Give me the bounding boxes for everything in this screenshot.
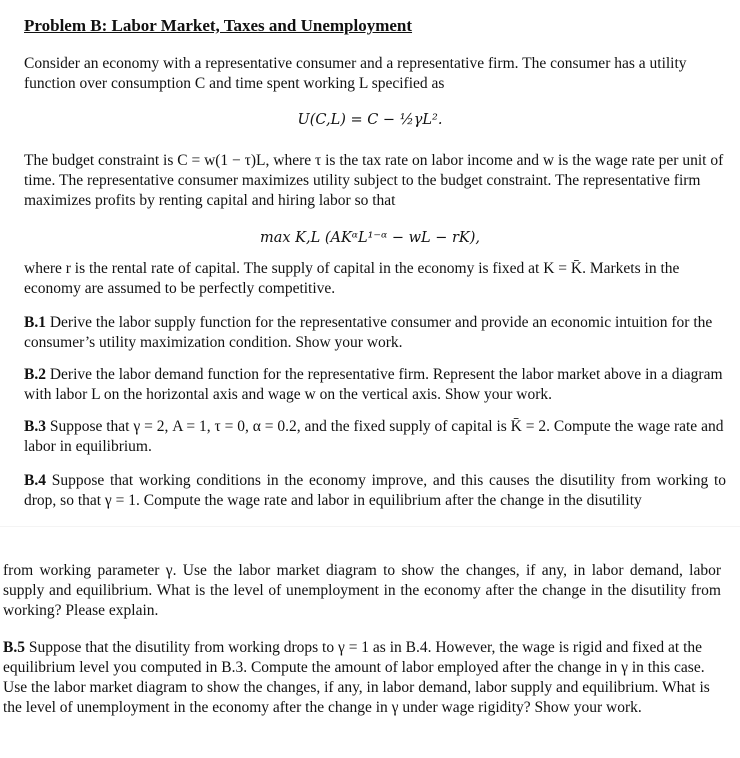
page-break	[0, 526, 740, 527]
question-b5	[3, 638, 721, 718]
question-b3-text: Suppose that γ = 2, A = 1, τ = 0, α = 0.2, and the fixed supply of capital is K̄ = 2. Compute the wage rate and labor in equilibrium.	[24, 418, 724, 455]
utility-equation: U(C,L) = C − ½γL².	[297, 112, 443, 128]
capital-paragraph: where r is the rental rate of capital. The supply of capital in the economy is fixed at K = K̄. Markets in the economy are assumed to be perfectly competitive.	[24, 260, 680, 297]
question-b3-label: B.3	[24, 418, 46, 435]
question-b1	[24, 313, 726, 353]
question-b4-continued: from working parameter γ. Use the labor market diagram to show the changes, if any, in labor demand, labor supply and equilibrium. What is the level of unemployment in the economy after the change in the disutility from working? Please explain.	[3, 562, 721, 619]
question-b2	[24, 365, 726, 405]
budget-paragraph: The budget constraint is C = w(1 − τ)L, where τ is the tax rate on labor income and w is the wage rate per unit of time. The representative consumer maximizes utility subject to the budget constraint. The representative firm maximizes profits by renting capital and hiring labor so that	[24, 152, 724, 209]
question-b2-label: B.2	[24, 366, 46, 383]
question-b2-text: Derive the labor demand function for the representative firm. Represent the labor market above in a diagram with labor L on the horizontal axis and wage w on the vertical axis. Show your work.	[24, 366, 723, 403]
question-b3	[24, 417, 726, 457]
question-b1-label: B.1	[24, 314, 46, 331]
problem-title: Problem B: Labor Market, Taxes and Unemployment	[24, 16, 413, 35]
question-b4-label: B.4	[24, 472, 46, 489]
profit-equation: max K,L (AKᵅL¹⁻ᵅ − wL − rK),	[259, 230, 481, 246]
question-b4	[24, 471, 726, 511]
question-b5-label: B.5	[3, 639, 25, 656]
question-b4-text: Suppose that working conditions in the economy improve, and this causes the disutility from working to drop, so that γ = 1. Compute the wage rate and labor in equilibrium after the change in the disutility	[24, 472, 726, 509]
intro-paragraph: Consider an economy with a representative consumer and a representative firm. The consumer has a utility function over consumption C and time spent working L specified as	[24, 55, 687, 92]
question-b1-text: Derive the labor supply function for the representative consumer and provide an economic intuition for the consumer’s utility maximization condition. Show your work.	[24, 314, 713, 351]
question-b5-text: Suppose that the disutility from working drops to γ = 1 as in B.4. However, the wage is rigid and fixed at the equilibrium level you computed in B.3. Compute the amount of labor employed after the change in γ in this case. Use the labor market diagram to show the changes, if any, in labor demand, labor supply and equilibrium. What is the level of unemployment in the economy after the change in γ under wage rigidity? Show your work.	[3, 639, 710, 716]
